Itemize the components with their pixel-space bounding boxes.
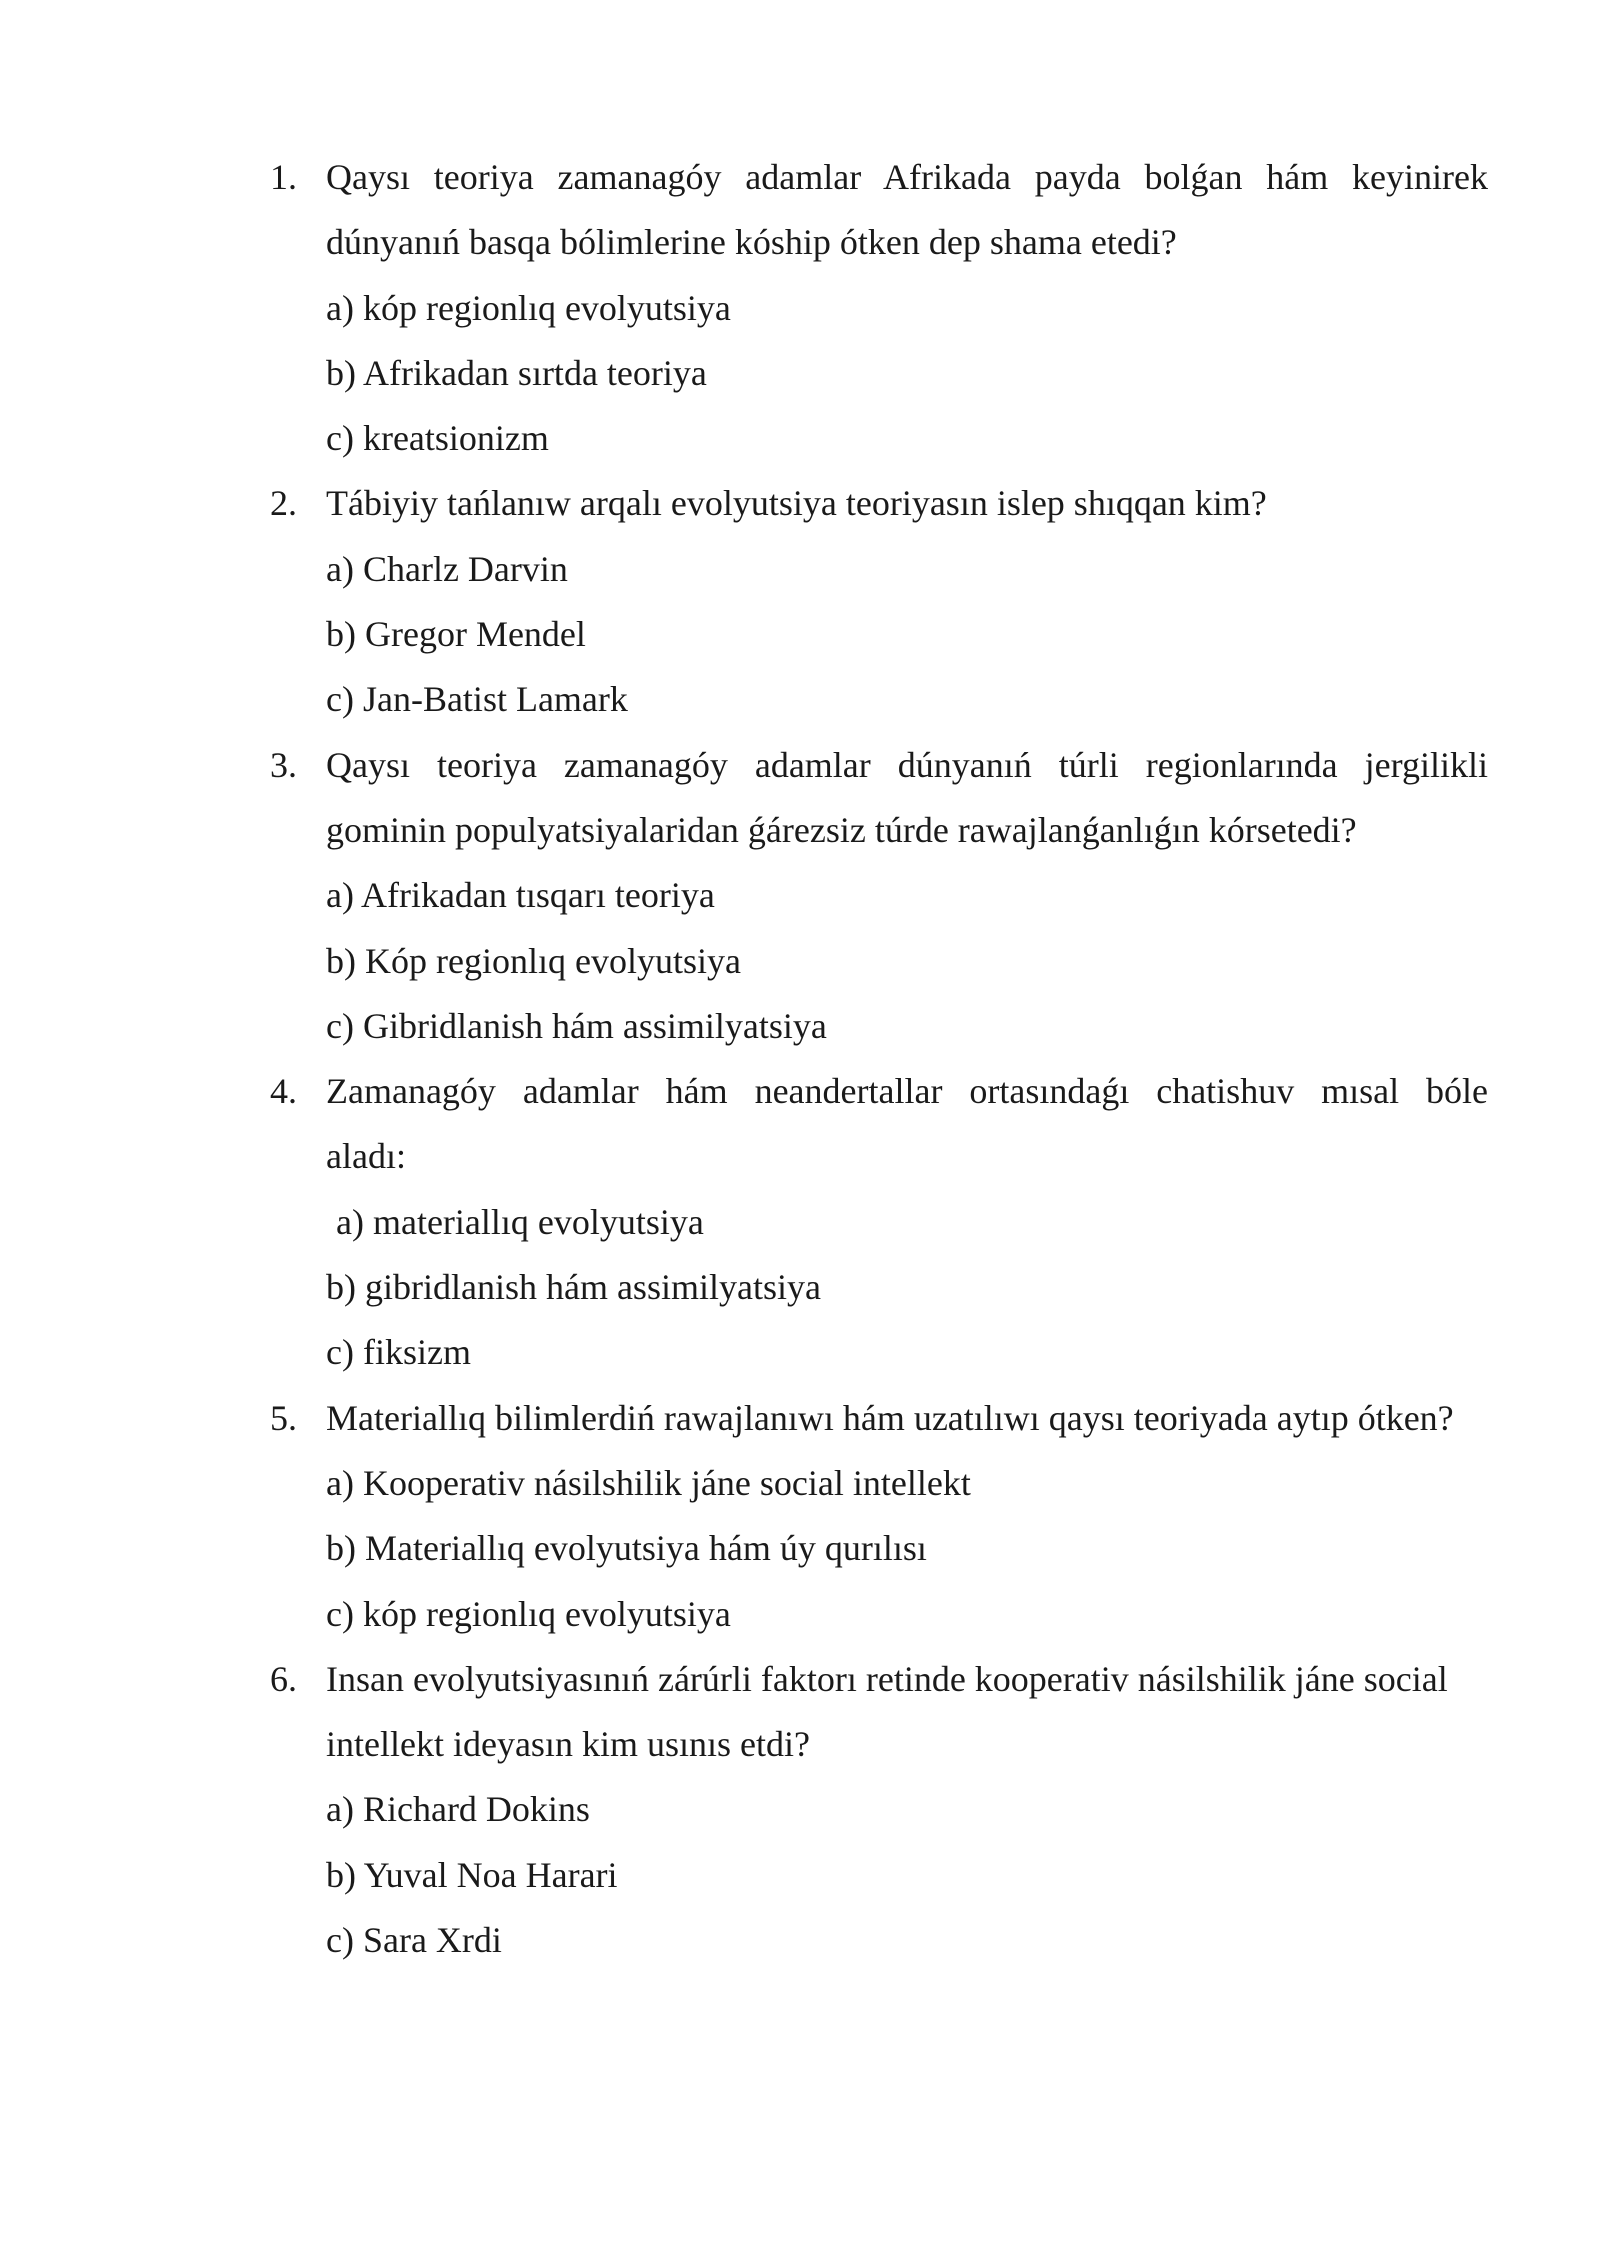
answer-option [270, 1843, 1512, 1908]
answer-option [270, 667, 1512, 732]
question-text: Insan evolyutsiyasınıń zárúrli faktorı retinde kooperativ násilshilik jáne social [326, 1658, 1448, 1699]
answer-option [270, 1516, 1512, 1581]
question-5-line-1 [270, 1386, 1512, 1451]
answer-option-text: a) Kooperativ násilshilik jáne social intellekt [326, 1462, 971, 1503]
question-4-line-1 [270, 1059, 1512, 1124]
answer-option-text: b) Afrikadan sırtda teoriya [326, 352, 707, 393]
question-number: 1. [270, 157, 297, 197]
answer-option-text: c) fiksizm [326, 1332, 471, 1373]
question-1-line-1 [270, 145, 1512, 210]
answer-option [270, 1908, 1512, 1973]
question-text: Zamanagóy adamlar hám neandertallar ortasındaǵı chatishuv mısal bóle [326, 1071, 1488, 1112]
question-number: 6. [270, 1658, 297, 1699]
question-6-line-2 [270, 1712, 1512, 1777]
question-text: Tábiyiy tańlanıw arqalı evolyutsiya teoriyasın islep shıqqan kim? [326, 483, 1267, 524]
answer-option-text: c) kreatsionizm [326, 418, 549, 459]
answer-option-text: c) Sara Xrdi [326, 1920, 502, 1961]
answer-option-text: b) gibridlanish hám assimilyatsiya [326, 1267, 821, 1308]
question-6-line-1 [270, 1647, 1512, 1712]
question-text: aladı: [326, 1136, 406, 1177]
answer-option-text: a) Charlz Darvin [326, 548, 568, 589]
answer-option [270, 1320, 1512, 1385]
question-number: 5. [270, 1397, 297, 1438]
question-1-line-2 [270, 210, 1512, 275]
answer-option [270, 1255, 1512, 1320]
answer-option-text: a) kóp regionlıq evolyutsiya [326, 287, 731, 328]
answer-option [270, 1777, 1512, 1842]
answer-option [270, 406, 1512, 471]
answer-option [270, 276, 1512, 341]
question-4-line-2 [270, 1124, 1512, 1189]
answer-option-text: a) Richard Dokins [326, 1789, 590, 1830]
question-text: Qaysı teoriya zamanagóy adamlar Afrikada payda bolǵan hám keyinirek [326, 157, 1488, 197]
answer-option [270, 602, 1512, 667]
answer-option [270, 1451, 1512, 1516]
answer-option [270, 1582, 1512, 1647]
answer-option-text: c) kóp regionlıq evolyutsiya [326, 1593, 731, 1634]
answer-option-text: b) Yuval Noa Harari [326, 1854, 618, 1895]
question-number: 4. [270, 1071, 297, 1112]
question-text: Materiallıq bilimlerdiń rawajlanıwı hám uzatılıwı qaysı teoriyada aytıp ótken? [326, 1397, 1454, 1438]
question-2-line-1 [270, 471, 1512, 536]
question-number: 3. [270, 744, 297, 785]
answer-option-text: a) materiallıq evolyutsiya [336, 1201, 704, 1242]
question-text: Qaysı teoriya zamanagóy adamlar dúnyanıń túrli regionlarında jergilikli [326, 744, 1488, 785]
answer-option [270, 341, 1512, 406]
answer-option-text: a) Afrikadan tısqarı teoriya [326, 875, 715, 916]
answer-option-text: c) Jan-Batist Lamark [326, 679, 628, 720]
answer-option-text: b) Materiallıq evolyutsiya hám úy qurılısı [326, 1528, 927, 1569]
question-text: intellekt ideyasın kim usınıs etdi? [326, 1724, 810, 1765]
question-list [270, 145, 1512, 1973]
answer-option [270, 994, 1512, 1059]
question-number: 2. [270, 483, 297, 524]
question-text: gominin populyatsiyalaridan ǵárezsiz túrde rawajlanǵanlıǵın kórsetedi? [326, 809, 1357, 850]
answer-option-text: c) Gibridlanish hám assimilyatsiya [326, 1005, 827, 1046]
answer-option [270, 929, 1512, 994]
answer-option-text: b) Gregor Mendel [326, 614, 586, 655]
question-text: dúnyanıń basqa bólimlerine kóship ótken dep shama etedi? [326, 222, 1177, 263]
question-3-line-1 [270, 733, 1512, 798]
answer-option [270, 537, 1512, 602]
answer-option-text: b) Kóp regionlıq evolyutsiya [326, 940, 741, 981]
answer-option [270, 1190, 1512, 1255]
question-3-line-2 [270, 798, 1512, 863]
answer-option [270, 863, 1512, 928]
